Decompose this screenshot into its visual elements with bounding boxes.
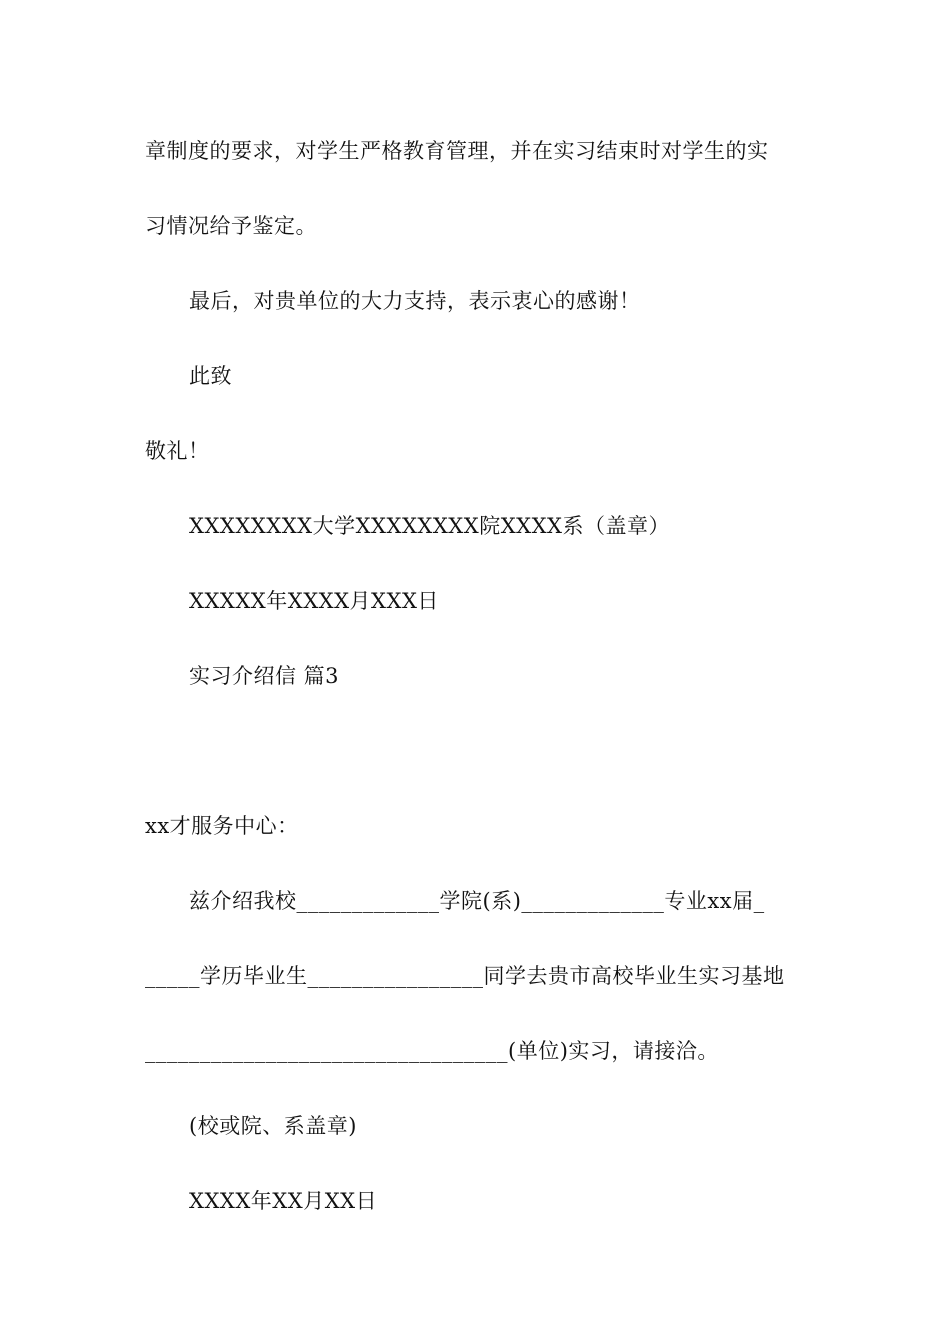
thanks-line: 最后，对贵单位的大力支持，表示衷心的感谢！ [189, 289, 641, 313]
date-line: XXXX年XX月XX日 [189, 1189, 378, 1213]
paragraph-line: _____学历毕业生________________同学去贵市高校毕业生实习基地 [145, 964, 785, 988]
salutation-line: 此致 [189, 364, 232, 388]
paragraph-line: 章制度的要求，对学生严格教育管理，并在实习结束时对学生的实 [145, 139, 769, 163]
section-heading: 实习介绍信 篇3 [189, 664, 340, 688]
date-line: XXXXX年XXXX月XXX日 [189, 589, 439, 613]
paragraph-line: 兹介绍我校_____________学院(系)_____________专业xx届_ [189, 889, 765, 913]
addressee-line: xx才服务中心： [145, 814, 299, 838]
regards-line: 敬礼！ [145, 439, 210, 463]
paragraph-line: _________________________________(单位)实习，请接洽。 [145, 1039, 719, 1063]
paragraph-line: 习情况给予鉴定。 [145, 214, 317, 238]
signature-line: XXXXXXXX大学XXXXXXXX院XXXX系（盖章） [189, 514, 671, 538]
stamp-line: (校或院、系盖章) [189, 1114, 357, 1138]
